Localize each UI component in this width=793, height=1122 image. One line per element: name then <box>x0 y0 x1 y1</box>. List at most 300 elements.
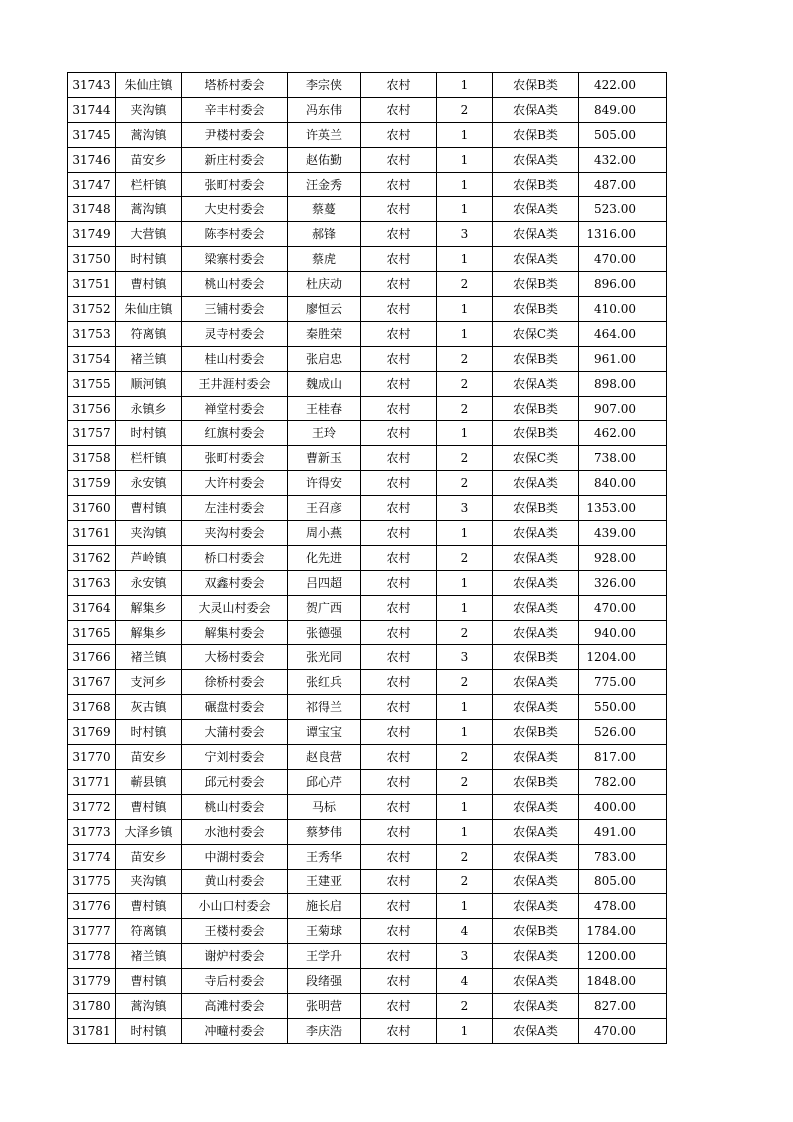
village-committee-cell: 徐桥村委会 <box>182 670 288 695</box>
insurance-class-cell: 农保B类 <box>493 769 579 794</box>
category-cell: 农村 <box>361 346 437 371</box>
household-count-cell: 1 <box>437 147 493 172</box>
amount-cell: 827.00 <box>579 993 667 1018</box>
amount-cell: 907.00 <box>579 396 667 421</box>
village-committee-cell: 灵寺村委会 <box>182 321 288 346</box>
table-row <box>68 570 667 595</box>
household-count-cell: 2 <box>437 545 493 570</box>
name-cell: 张德强 <box>288 620 361 645</box>
category-cell: 农村 <box>361 570 437 595</box>
township-cell: 朱仙庄镇 <box>116 73 182 98</box>
record-id-cell: 31761 <box>68 521 116 546</box>
category-cell: 农村 <box>361 247 437 272</box>
table-row <box>68 471 667 496</box>
name-cell: 蔡蔓 <box>288 197 361 222</box>
household-count-cell: 2 <box>437 272 493 297</box>
record-id-cell: 31751 <box>68 272 116 297</box>
village-committee-cell: 大灵山村委会 <box>182 595 288 620</box>
name-cell: 张启忠 <box>288 346 361 371</box>
township-cell: 苗安乡 <box>116 147 182 172</box>
village-committee-cell: 黄山村委会 <box>182 869 288 894</box>
category-cell: 农村 <box>361 944 437 969</box>
category-cell: 农村 <box>361 73 437 98</box>
amount-cell: 462.00 <box>579 421 667 446</box>
village-committee-cell: 新庄村委会 <box>182 147 288 172</box>
village-committee-cell: 寺后村委会 <box>182 969 288 994</box>
household-count-cell: 1 <box>437 247 493 272</box>
amount-cell: 898.00 <box>579 371 667 396</box>
record-id-cell: 31777 <box>68 919 116 944</box>
insurance-class-cell: 农保B类 <box>493 421 579 446</box>
insurance-class-cell: 农保B类 <box>493 346 579 371</box>
township-cell: 朱仙庄镇 <box>116 297 182 322</box>
amount-cell: 470.00 <box>579 247 667 272</box>
name-cell: 化先进 <box>288 545 361 570</box>
village-committee-cell: 大蒲村委会 <box>182 720 288 745</box>
category-cell: 农村 <box>361 321 437 346</box>
insurance-class-cell: 农保A类 <box>493 670 579 695</box>
record-id-cell: 31770 <box>68 745 116 770</box>
amount-cell: 326.00 <box>579 570 667 595</box>
household-count-cell: 1 <box>437 595 493 620</box>
household-count-cell: 1 <box>437 122 493 147</box>
insurance-class-cell: 农保A类 <box>493 844 579 869</box>
category-cell: 农村 <box>361 222 437 247</box>
insurance-class-cell: 农保B类 <box>493 919 579 944</box>
category-cell: 农村 <box>361 819 437 844</box>
name-cell: 王召彦 <box>288 496 361 521</box>
insurance-class-cell: 农保A类 <box>493 969 579 994</box>
record-id-cell: 31763 <box>68 570 116 595</box>
table-row <box>68 720 667 745</box>
amount-cell: 1204.00 <box>579 645 667 670</box>
record-id-cell: 31762 <box>68 545 116 570</box>
township-cell: 蒿沟镇 <box>116 122 182 147</box>
table-row <box>68 769 667 794</box>
amount-cell: 805.00 <box>579 869 667 894</box>
name-cell: 蔡梦伟 <box>288 819 361 844</box>
village-committee-cell: 张町村委会 <box>182 172 288 197</box>
insurance-class-cell: 农保A类 <box>493 247 579 272</box>
amount-cell: 1316.00 <box>579 222 667 247</box>
amount-cell: 464.00 <box>579 321 667 346</box>
record-id-cell: 31745 <box>68 122 116 147</box>
table-row <box>68 1018 667 1043</box>
village-committee-cell: 王井涯村委会 <box>182 371 288 396</box>
name-cell: 马标 <box>288 794 361 819</box>
name-cell: 冯东伟 <box>288 97 361 122</box>
township-cell: 曹村镇 <box>116 794 182 819</box>
category-cell: 农村 <box>361 446 437 471</box>
household-count-cell: 2 <box>437 993 493 1018</box>
household-count-cell: 2 <box>437 471 493 496</box>
village-committee-cell: 水池村委会 <box>182 819 288 844</box>
township-cell: 栏杆镇 <box>116 446 182 471</box>
name-cell: 曹新玉 <box>288 446 361 471</box>
township-cell: 夹沟镇 <box>116 869 182 894</box>
category-cell: 农村 <box>361 969 437 994</box>
village-committee-cell: 碾盘村委会 <box>182 695 288 720</box>
amount-cell: 439.00 <box>579 521 667 546</box>
table-row <box>68 521 667 546</box>
household-count-cell: 1 <box>437 521 493 546</box>
village-committee-cell: 大杨村委会 <box>182 645 288 670</box>
township-cell: 褚兰镇 <box>116 944 182 969</box>
township-cell: 芦岭镇 <box>116 545 182 570</box>
category-cell: 农村 <box>361 993 437 1018</box>
household-count-cell: 1 <box>437 1018 493 1043</box>
village-committee-cell: 邱元村委会 <box>182 769 288 794</box>
village-committee-cell: 辛丰村委会 <box>182 97 288 122</box>
township-cell: 灰古镇 <box>116 695 182 720</box>
table-row <box>68 844 667 869</box>
category-cell: 农村 <box>361 545 437 570</box>
village-committee-cell: 高滩村委会 <box>182 993 288 1018</box>
township-cell: 解集乡 <box>116 595 182 620</box>
category-cell: 农村 <box>361 471 437 496</box>
village-committee-cell: 解集村委会 <box>182 620 288 645</box>
household-count-cell: 2 <box>437 446 493 471</box>
village-committee-cell: 冲疃村委会 <box>182 1018 288 1043</box>
table-row <box>68 894 667 919</box>
township-cell: 支河乡 <box>116 670 182 695</box>
record-id-cell: 31769 <box>68 720 116 745</box>
insurance-class-cell: 农保A类 <box>493 222 579 247</box>
category-cell: 农村 <box>361 421 437 446</box>
name-cell: 许得安 <box>288 471 361 496</box>
category-cell: 农村 <box>361 147 437 172</box>
township-cell: 顺河镇 <box>116 371 182 396</box>
record-id-cell: 31766 <box>68 645 116 670</box>
category-cell: 农村 <box>361 396 437 421</box>
category-cell: 农村 <box>361 769 437 794</box>
category-cell: 农村 <box>361 695 437 720</box>
record-id-cell: 31773 <box>68 819 116 844</box>
table-row <box>68 321 667 346</box>
household-count-cell: 2 <box>437 769 493 794</box>
township-cell: 曹村镇 <box>116 272 182 297</box>
amount-cell: 505.00 <box>579 122 667 147</box>
insurance-class-cell: 农保A类 <box>493 197 579 222</box>
amount-cell: 470.00 <box>579 595 667 620</box>
township-cell: 蕲县镇 <box>116 769 182 794</box>
name-cell: 王桂春 <box>288 396 361 421</box>
household-count-cell: 1 <box>437 894 493 919</box>
record-id-cell: 31771 <box>68 769 116 794</box>
record-id-cell: 31767 <box>68 670 116 695</box>
table-row <box>68 122 667 147</box>
record-id-cell: 31756 <box>68 396 116 421</box>
household-count-cell: 3 <box>437 496 493 521</box>
name-cell: 张光同 <box>288 645 361 670</box>
category-cell: 农村 <box>361 371 437 396</box>
category-cell: 农村 <box>361 745 437 770</box>
amount-cell: 470.00 <box>579 1018 667 1043</box>
household-count-cell: 2 <box>437 346 493 371</box>
table-row <box>68 670 667 695</box>
township-cell: 苗安乡 <box>116 844 182 869</box>
household-count-cell: 2 <box>437 97 493 122</box>
record-id-cell: 31749 <box>68 222 116 247</box>
table-row <box>68 869 667 894</box>
township-cell: 栏杆镇 <box>116 172 182 197</box>
name-cell: 秦胜荣 <box>288 321 361 346</box>
household-count-cell: 2 <box>437 670 493 695</box>
amount-cell: 526.00 <box>579 720 667 745</box>
township-cell: 曹村镇 <box>116 496 182 521</box>
amount-cell: 422.00 <box>579 73 667 98</box>
household-count-cell: 1 <box>437 73 493 98</box>
village-committee-cell: 三铺村委会 <box>182 297 288 322</box>
record-id-cell: 31760 <box>68 496 116 521</box>
insurance-class-cell: 农保B类 <box>493 720 579 745</box>
amount-cell: 783.00 <box>579 844 667 869</box>
table-row <box>68 993 667 1018</box>
village-committee-cell: 桥口村委会 <box>182 545 288 570</box>
insurance-class-cell: 农保A类 <box>493 471 579 496</box>
category-cell: 农村 <box>361 297 437 322</box>
name-cell: 王学升 <box>288 944 361 969</box>
amount-cell: 840.00 <box>579 471 667 496</box>
table-row <box>68 819 667 844</box>
insurance-class-cell: 农保B类 <box>493 122 579 147</box>
table-row <box>68 969 667 994</box>
category-cell: 农村 <box>361 720 437 745</box>
amount-cell: 432.00 <box>579 147 667 172</box>
category-cell: 农村 <box>361 794 437 819</box>
household-count-cell: 1 <box>437 570 493 595</box>
name-cell: 王建亚 <box>288 869 361 894</box>
table-row <box>68 745 667 770</box>
village-committee-cell: 禅堂村委会 <box>182 396 288 421</box>
table-row <box>68 371 667 396</box>
table-row <box>68 421 667 446</box>
name-cell: 张红兵 <box>288 670 361 695</box>
table-row <box>68 172 667 197</box>
table-row <box>68 297 667 322</box>
category-cell: 农村 <box>361 844 437 869</box>
record-id-cell: 31772 <box>68 794 116 819</box>
name-cell: 许英兰 <box>288 122 361 147</box>
name-cell: 魏成山 <box>288 371 361 396</box>
amount-cell: 1784.00 <box>579 919 667 944</box>
record-id-cell: 31757 <box>68 421 116 446</box>
name-cell: 谭宝宝 <box>288 720 361 745</box>
name-cell: 王秀华 <box>288 844 361 869</box>
amount-cell: 849.00 <box>579 97 667 122</box>
township-cell: 符离镇 <box>116 321 182 346</box>
category-cell: 农村 <box>361 645 437 670</box>
table-row <box>68 197 667 222</box>
township-cell: 时村镇 <box>116 247 182 272</box>
record-id-cell: 31781 <box>68 1018 116 1043</box>
category-cell: 农村 <box>361 197 437 222</box>
household-count-cell: 1 <box>437 197 493 222</box>
record-id-cell: 31744 <box>68 97 116 122</box>
household-count-cell: 2 <box>437 745 493 770</box>
table-row <box>68 396 667 421</box>
village-committee-cell: 尹楼村委会 <box>182 122 288 147</box>
record-id-cell: 31748 <box>68 197 116 222</box>
name-cell: 贺广西 <box>288 595 361 620</box>
record-id-cell: 31747 <box>68 172 116 197</box>
village-committee-cell: 红旗村委会 <box>182 421 288 446</box>
insurance-class-cell: 农保B类 <box>493 297 579 322</box>
table-row <box>68 595 667 620</box>
household-count-cell: 3 <box>437 645 493 670</box>
amount-cell: 940.00 <box>579 620 667 645</box>
village-committee-cell: 桃山村委会 <box>182 272 288 297</box>
record-id-cell: 31755 <box>68 371 116 396</box>
insurance-class-cell: 农保A类 <box>493 794 579 819</box>
insurance-class-cell: 农保A类 <box>493 944 579 969</box>
insurance-class-cell: 农保C类 <box>493 321 579 346</box>
insurance-class-cell: 农保B类 <box>493 73 579 98</box>
record-id-cell: 31753 <box>68 321 116 346</box>
township-cell: 时村镇 <box>116 421 182 446</box>
township-cell: 蒿沟镇 <box>116 993 182 1018</box>
record-id-cell: 31765 <box>68 620 116 645</box>
township-cell: 蒿沟镇 <box>116 197 182 222</box>
amount-cell: 817.00 <box>579 745 667 770</box>
township-cell: 时村镇 <box>116 720 182 745</box>
amount-cell: 1200.00 <box>579 944 667 969</box>
insurance-class-cell: 农保B类 <box>493 645 579 670</box>
name-cell: 赵佑勤 <box>288 147 361 172</box>
insurance-class-cell: 农保A类 <box>493 521 579 546</box>
table-row <box>68 620 667 645</box>
category-cell: 农村 <box>361 670 437 695</box>
insurance-class-cell: 农保A类 <box>493 620 579 645</box>
amount-cell: 775.00 <box>579 670 667 695</box>
township-cell: 大泽乡镇 <box>116 819 182 844</box>
household-count-cell: 1 <box>437 297 493 322</box>
record-id-cell: 31775 <box>68 869 116 894</box>
name-cell: 汪金秀 <box>288 172 361 197</box>
name-cell: 廖恒云 <box>288 297 361 322</box>
record-id-cell: 31759 <box>68 471 116 496</box>
township-cell: 永镇乡 <box>116 396 182 421</box>
category-cell: 农村 <box>361 172 437 197</box>
category-cell: 农村 <box>361 496 437 521</box>
name-cell: 李宗侠 <box>288 73 361 98</box>
amount-cell: 928.00 <box>579 545 667 570</box>
township-cell: 夹沟镇 <box>116 521 182 546</box>
table-row <box>68 222 667 247</box>
record-id-cell: 31776 <box>68 894 116 919</box>
name-cell: 段绪强 <box>288 969 361 994</box>
household-count-cell: 4 <box>437 969 493 994</box>
township-cell: 永安镇 <box>116 471 182 496</box>
name-cell: 祁得兰 <box>288 695 361 720</box>
household-count-cell: 1 <box>437 321 493 346</box>
amount-cell: 1848.00 <box>579 969 667 994</box>
household-count-cell: 4 <box>437 919 493 944</box>
category-cell: 农村 <box>361 97 437 122</box>
name-cell: 张明营 <box>288 993 361 1018</box>
table-row <box>68 272 667 297</box>
table-row <box>68 346 667 371</box>
township-cell: 褚兰镇 <box>116 645 182 670</box>
record-id-cell: 31750 <box>68 247 116 272</box>
record-id-cell: 31743 <box>68 73 116 98</box>
amount-cell: 410.00 <box>579 297 667 322</box>
table-row <box>68 919 667 944</box>
name-cell: 赵良营 <box>288 745 361 770</box>
record-id-cell: 31746 <box>68 147 116 172</box>
household-count-cell: 2 <box>437 844 493 869</box>
table-row <box>68 147 667 172</box>
insurance-class-cell: 农保A类 <box>493 819 579 844</box>
record-id-cell: 31768 <box>68 695 116 720</box>
amount-cell: 478.00 <box>579 894 667 919</box>
category-cell: 农村 <box>361 595 437 620</box>
insurance-class-cell: 农保C类 <box>493 446 579 471</box>
amount-cell: 400.00 <box>579 794 667 819</box>
category-cell: 农村 <box>361 869 437 894</box>
category-cell: 农村 <box>361 1018 437 1043</box>
insurance-class-cell: 农保B类 <box>493 396 579 421</box>
insurance-class-cell: 农保A类 <box>493 570 579 595</box>
household-count-cell: 1 <box>437 421 493 446</box>
amount-cell: 550.00 <box>579 695 667 720</box>
category-cell: 农村 <box>361 272 437 297</box>
village-committee-cell: 夹沟村委会 <box>182 521 288 546</box>
insurance-class-cell: 农保B类 <box>493 496 579 521</box>
category-cell: 农村 <box>361 620 437 645</box>
township-cell: 时村镇 <box>116 1018 182 1043</box>
village-committee-cell: 双鑫村委会 <box>182 570 288 595</box>
record-id-cell: 31764 <box>68 595 116 620</box>
insurance-class-cell: 农保A类 <box>493 745 579 770</box>
name-cell: 周小燕 <box>288 521 361 546</box>
household-count-cell: 2 <box>437 869 493 894</box>
amount-cell: 896.00 <box>579 272 667 297</box>
table-row <box>68 73 667 98</box>
village-committee-cell: 桂山村委会 <box>182 346 288 371</box>
table-row <box>68 446 667 471</box>
household-count-cell: 1 <box>437 794 493 819</box>
amount-cell: 961.00 <box>579 346 667 371</box>
insurance-class-cell: 农保A类 <box>493 545 579 570</box>
name-cell: 施长启 <box>288 894 361 919</box>
village-committee-cell: 塔桥村委会 <box>182 73 288 98</box>
insurance-class-cell: 农保A类 <box>493 869 579 894</box>
insurance-class-cell: 农保A类 <box>493 993 579 1018</box>
village-committee-cell: 左洼村委会 <box>182 496 288 521</box>
record-id-cell: 31758 <box>68 446 116 471</box>
village-committee-cell: 小山口村委会 <box>182 894 288 919</box>
table-row <box>68 247 667 272</box>
record-id-cell: 31778 <box>68 944 116 969</box>
insurance-class-cell: 农保A类 <box>493 894 579 919</box>
household-count-cell: 1 <box>437 819 493 844</box>
table-row <box>68 496 667 521</box>
table-row <box>68 545 667 570</box>
amount-cell: 491.00 <box>579 819 667 844</box>
village-committee-cell: 张町村委会 <box>182 446 288 471</box>
category-cell: 农村 <box>361 122 437 147</box>
township-cell: 曹村镇 <box>116 969 182 994</box>
household-count-cell: 1 <box>437 695 493 720</box>
amount-cell: 782.00 <box>579 769 667 794</box>
household-count-cell: 3 <box>437 944 493 969</box>
township-cell: 大营镇 <box>116 222 182 247</box>
insurance-class-cell: 农保B类 <box>493 172 579 197</box>
household-count-cell: 3 <box>437 222 493 247</box>
name-cell: 杜庆动 <box>288 272 361 297</box>
category-cell: 农村 <box>361 894 437 919</box>
